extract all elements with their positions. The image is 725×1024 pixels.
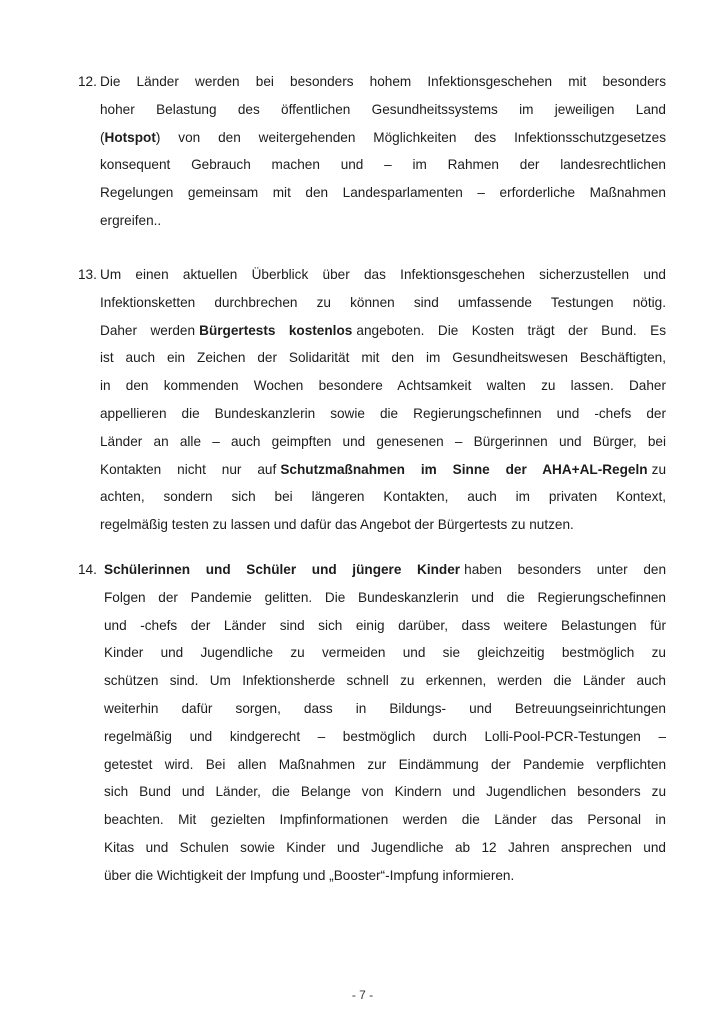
text-segment: Um einen aktuellen Überblick über das Infektionsgeschehen sicherzustellen und <box>100 267 666 282</box>
text-line <box>100 124 666 152</box>
text-segment: ) von den weitergehenden Möglichkeiten des Infektionsschutzgesetzes <box>155 129 666 145</box>
text-segment: Infektionsketten durchbrechen zu können sind umfassende Testungen nötig. <box>100 294 666 310</box>
text-segment: zu <box>651 461 666 477</box>
text-line <box>100 207 666 235</box>
text-line <box>100 456 666 484</box>
text-line <box>104 556 666 584</box>
item-number: 14. <box>78 562 97 577</box>
text-line <box>100 289 666 317</box>
text-segment: sich Bund und Länder, die Belange von Kindern und Jugendlichen besonders zu <box>104 784 666 800</box>
text-line <box>104 695 666 723</box>
text-segment: beachten. Mit gezielten Impfinformationen werden die Länder das Personal in <box>104 812 666 828</box>
text-segment: achten, sondern sich bei längeren Kontakten, auch im privaten Kontext, <box>100 489 666 505</box>
text-line <box>104 723 666 751</box>
item-number: 13. <box>78 267 97 282</box>
text-segment: und -chefs der Länder sind sich einig darüber, dass weitere Belastungen für <box>104 617 666 633</box>
text-segment: ist auch ein Zeichen der Solidarität mit den im Gesundheitswesen Beschäftigten, <box>100 350 666 366</box>
text-segment: Länder an alle – auch geimpften und genesenen – Bürgerinnen und Bürger, bei <box>100 433 666 449</box>
text-segment: Kontakten nicht nur auf <box>100 461 277 477</box>
text-line <box>100 344 666 372</box>
text-line <box>104 862 666 890</box>
item-text <box>100 68 666 235</box>
text-segment: regelmäßig und kindgerecht – bestmöglich durch Lolli-Pool-PCR-Testungen – <box>104 728 666 744</box>
text-segment: schützen sind. Um Infektionsherde schnell zu erkennen, werden die Länder auch <box>104 673 666 689</box>
text-line <box>100 68 666 96</box>
bold-text: Schülerinnen und Schüler und jüngere Kinder <box>104 562 461 577</box>
text-line <box>100 400 666 428</box>
text-segment: weiterhin dafür sorgen, dass in Bildungs- und Betreuungseinrichtungen <box>104 700 666 716</box>
text-line <box>104 584 666 612</box>
text-segment: Daher werden <box>100 322 196 338</box>
text-line <box>100 511 666 539</box>
text-line <box>100 428 666 456</box>
item-text <box>100 261 666 539</box>
text-line <box>104 667 666 695</box>
bold-text: Schutzmaßnahmen im Sinne der AHA+AL-Regeln <box>280 461 648 477</box>
text-segment: appellieren die Bundeskanzlerin sowie die Regierungschefinnen und -chefs der <box>100 405 666 421</box>
text-segment: hoher Belastung des öffentlichen Gesundheitssystems im jeweiligen Land <box>100 101 666 117</box>
text-line <box>100 261 666 289</box>
text-line <box>100 151 666 179</box>
text-segment: haben besonders unter den <box>464 562 666 577</box>
text-segment: ergreifen.. <box>100 212 162 228</box>
bold-text: Hotspot <box>104 129 156 145</box>
text-line <box>104 778 666 806</box>
text-line <box>104 751 666 779</box>
text-segment: regelmäßig testen zu lassen und dafür das Angebot der Bürgertests zu nutzen. <box>100 517 574 533</box>
text-segment: getestet wird. Bei allen Maßnahmen zur Eindämmung der Pandemie verpflichten <box>104 756 666 772</box>
text-segment: konsequent Gebrauch machen und – im Rahmen der landesrechtlichen <box>100 157 666 173</box>
numbered-item <box>78 556 666 890</box>
text-segment: Kinder und Jugendliche zu vermeiden und sie gleichzeitig bestmöglich zu <box>104 645 666 661</box>
text-segment: Regelungen gemeinsam mit den Landesparlamenten – erforderliche Maßnahmen <box>100 185 666 201</box>
bold-text: Bürgertests kostenlos <box>199 322 353 338</box>
text-segment: ( <box>100 129 105 145</box>
text-line <box>104 639 666 667</box>
numbered-item <box>78 68 666 235</box>
text-line <box>100 96 666 124</box>
text-line <box>100 317 666 345</box>
text-line <box>100 372 666 400</box>
numbered-item <box>78 261 666 539</box>
text-segment: Die Länder werden bei besonders hohem Infektionsgeschehen mit besonders <box>100 74 666 89</box>
text-line <box>104 612 666 640</box>
text-line <box>100 483 666 511</box>
text-segment: Kitas und Schulen sowie Kinder und Jugendliche ab 12 Jahren ansprechen und <box>104 839 666 855</box>
item-number: 12. <box>78 74 97 89</box>
text-segment: Folgen der Pandemie gelitten. Die Bundeskanzlerin und die Regierungschefinnen <box>104 589 666 605</box>
text-segment: über die Wichtigkeit der Impfung und „Booster“-Impfung informieren. <box>104 867 515 883</box>
item-text <box>104 556 666 890</box>
text-line <box>100 179 666 207</box>
text-line <box>104 806 666 834</box>
text-segment: angeboten. Die Kosten trägt der Bund. Es <box>356 322 666 338</box>
text-line <box>104 834 666 862</box>
page-number: - 7 - <box>351 988 374 1002</box>
text-segment: in den kommenden Wochen besondere Achtsamkeit walten zu lassen. Daher <box>100 378 666 394</box>
